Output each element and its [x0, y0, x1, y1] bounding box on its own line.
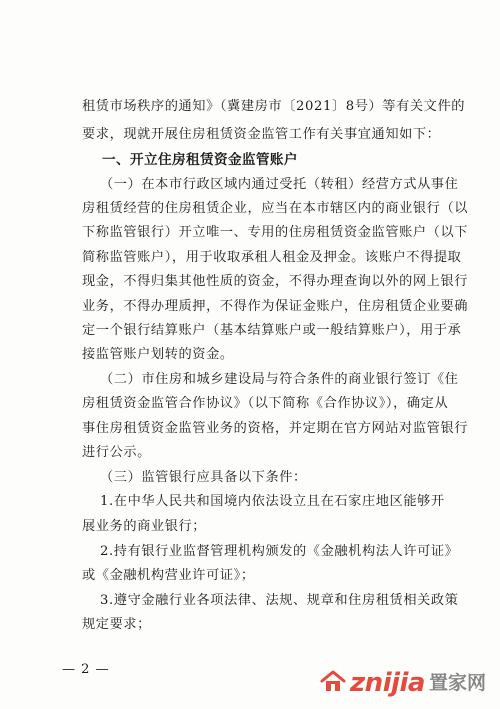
- house-icon: [320, 669, 346, 697]
- paragraph-first-line: （二）市住房和城乡建设局与符合条件的商业银行签订《住: [100, 372, 459, 387]
- body-text-line: 展业务的商业银行；: [82, 519, 207, 534]
- body-text-line: 事住房租赁资金监管业务的资格，并定期在官方网站对监管银行: [82, 421, 469, 436]
- body-text-line: 下称监管银行）开立唯一、专用的住房租赁资金监管账户（以下: [82, 225, 469, 240]
- section-heading: 一、开立住房租赁资金监管账户: [102, 152, 298, 168]
- body-text-line: 或《金融机构营业许可证》；: [82, 568, 255, 583]
- site-watermark: [320, 669, 486, 697]
- body-text-line: 房租赁经营的住房租赁企业，应当在本市辖区内的商业银行（以: [82, 201, 469, 216]
- list-item-first-line: 3.遵守金融行业各项法律、法规、规章和住房租赁相关政策: [100, 593, 459, 608]
- body-text-line: 定一个银行结算账户（基本结算账户或一般结算账户），用于承: [82, 323, 462, 338]
- page-number: — 2 —: [62, 662, 110, 677]
- body-text-line: 业务，不得办理质押，不得作为保证金账户，住房租赁企业要确: [82, 299, 469, 314]
- body-text-line: 现金，不得归集其他性质的资金，不得办理查询以外的网上银行: [82, 274, 469, 289]
- body-text-line: 要求，现就开展住房租赁资金监管工作有关事宜通知如下：: [82, 127, 441, 142]
- body-text-line: 租赁市场秩序的通知》（冀建房市〔2021〕8号）等有关文件的: [82, 99, 466, 114]
- body-text-line: 接监管账户划转的资金。: [82, 347, 234, 362]
- paragraph-first-line: （一）在本市行政区域内通过受托（转租）经营方式从事住: [100, 177, 459, 192]
- body-text-line: 简称监管账户），用于收取承租人租金及押金。该账户不得提取: [82, 250, 462, 265]
- body-text-line: 规定要求；: [82, 617, 151, 632]
- body-text-line: 房租赁资金监管合作协议》（以下简称《合作协议》），确定从: [82, 396, 449, 411]
- list-item-first-line: 1.在中华人民共和国境内依法设立且在石家庄地区能够开: [100, 494, 445, 509]
- list-item-first-line: 2.持有银行业监督管理机构颁发的《金融机构法人许可证》: [100, 544, 459, 559]
- paragraph-first-line: （三）监管银行应具备以下条件：: [100, 470, 307, 485]
- body-text-line: 进行公示。: [82, 445, 151, 460]
- watermark-brand: znijia: [350, 668, 425, 698]
- watermark-chinese-name: 置家网: [428, 671, 486, 694]
